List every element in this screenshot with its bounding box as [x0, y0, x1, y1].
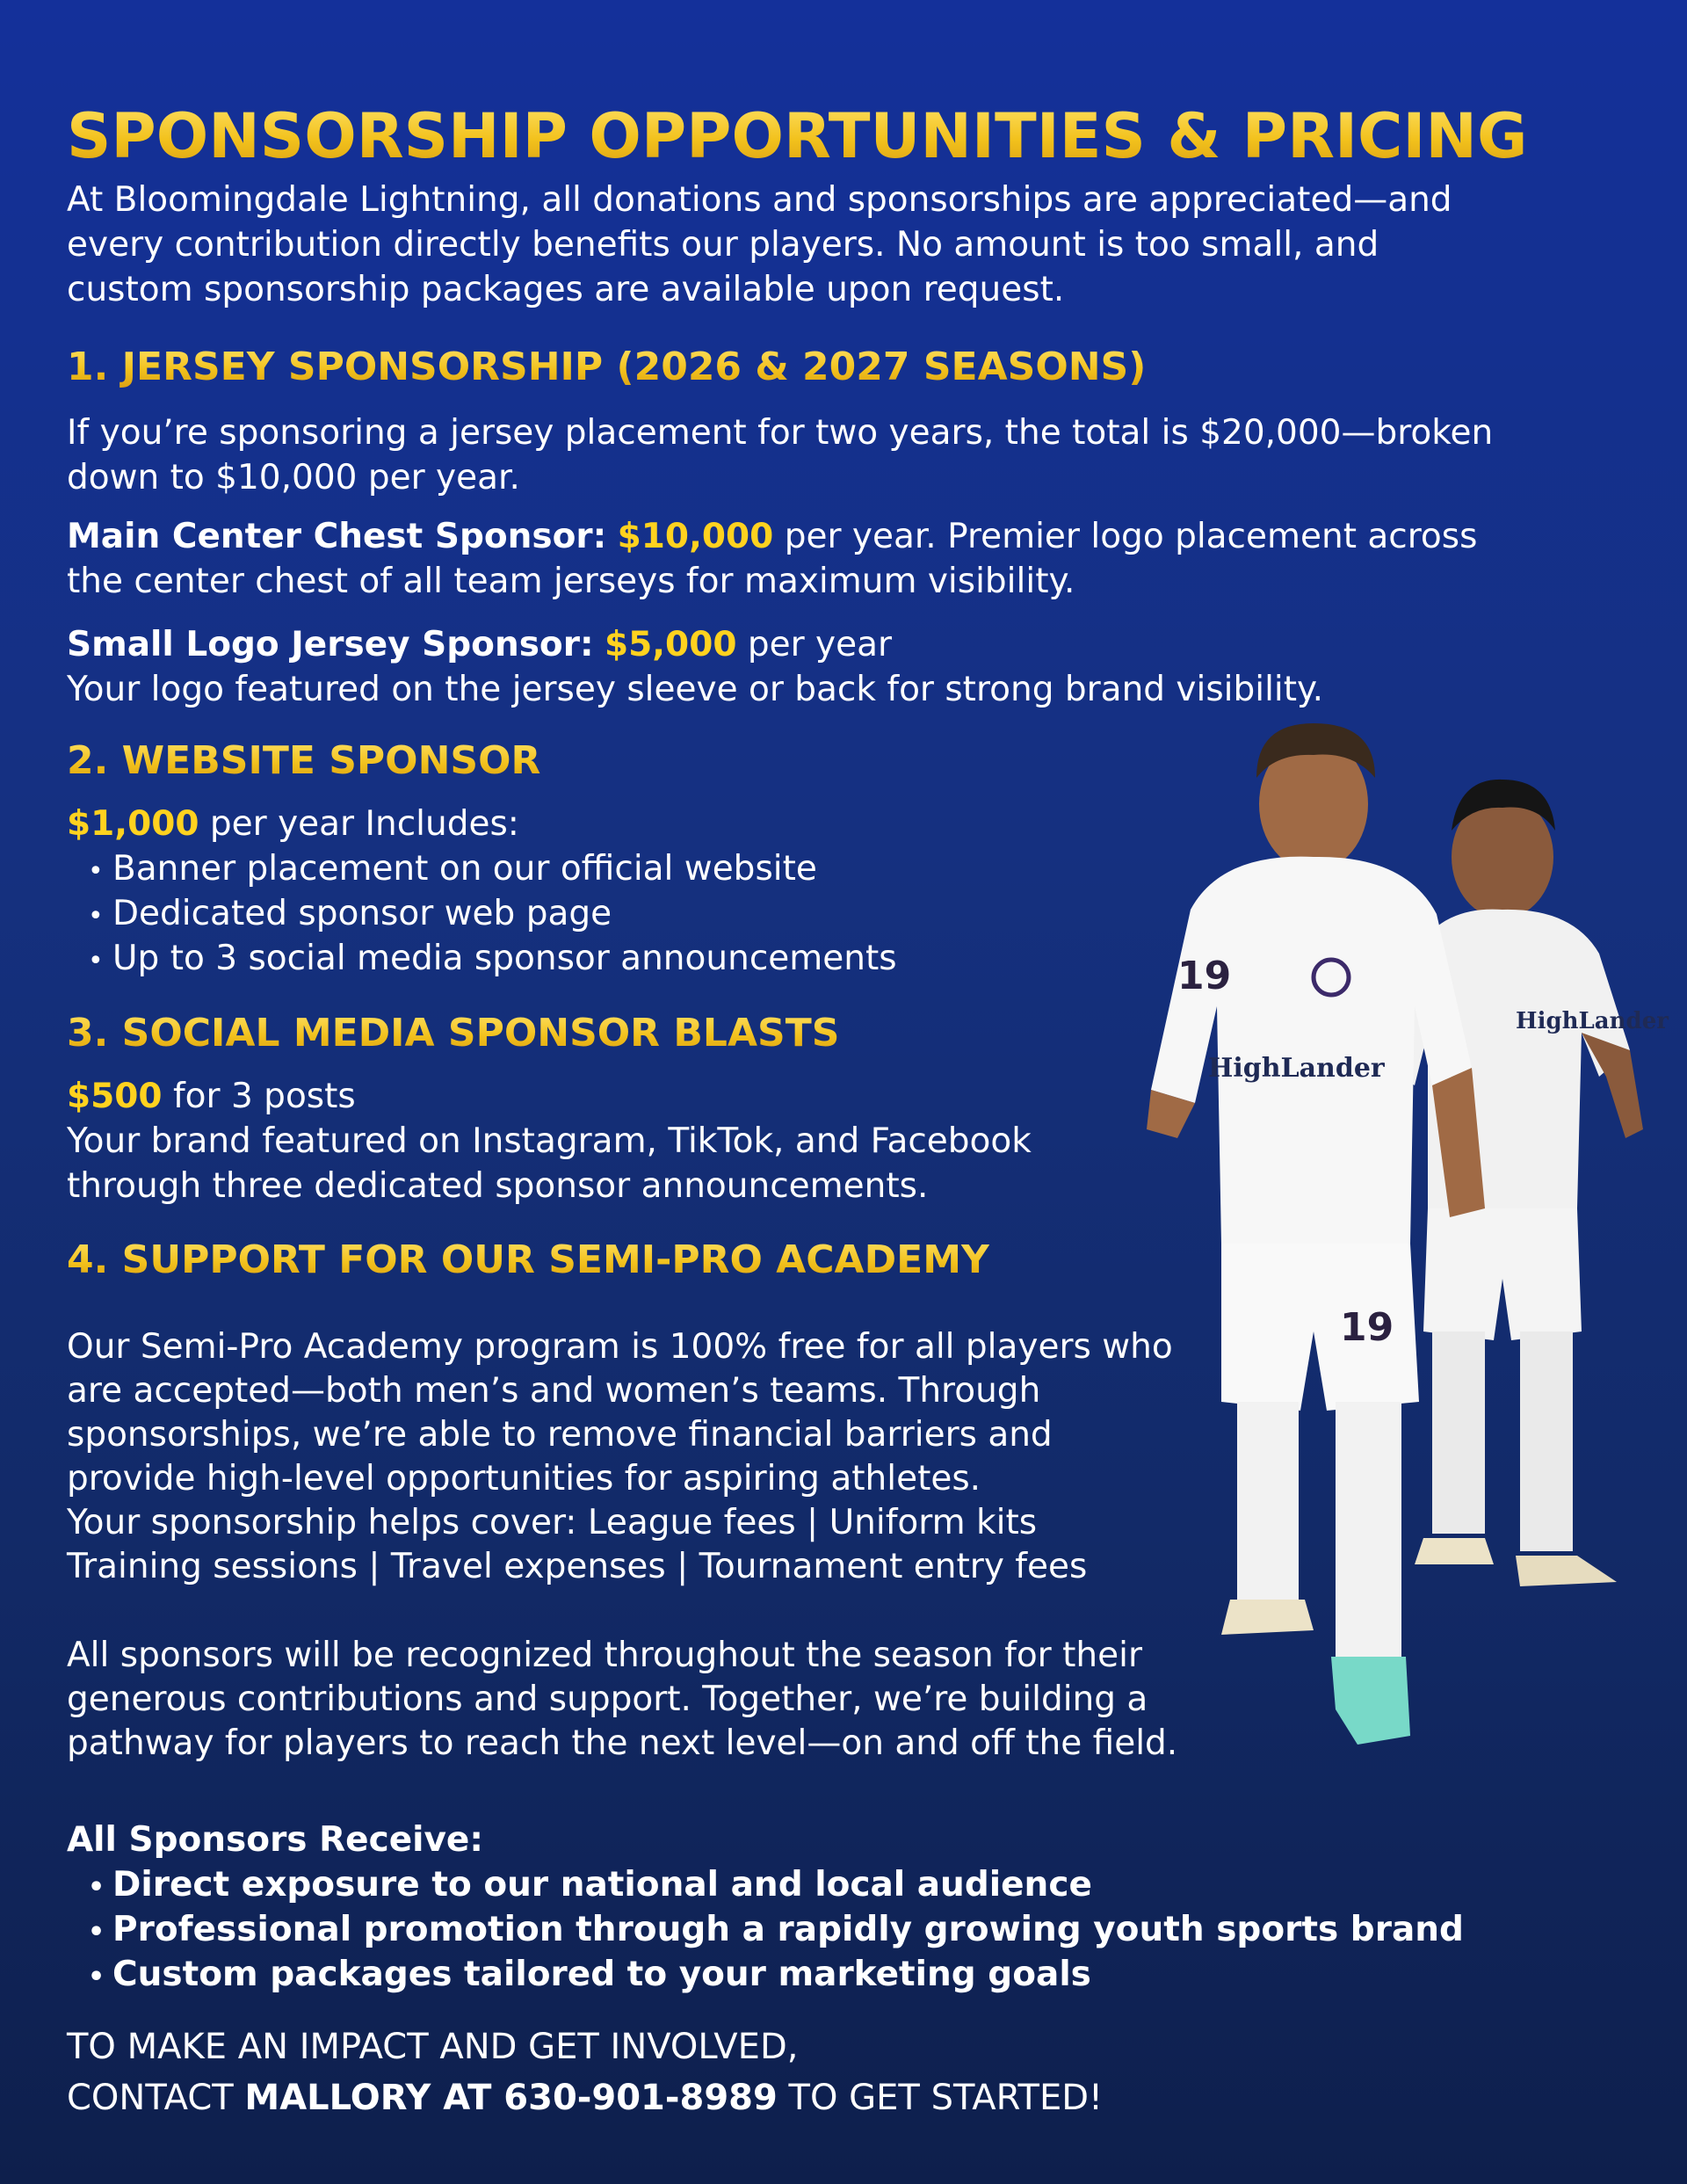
recognition-line: pathway for players to reach the next level—on and off the field. [67, 1723, 1178, 1763]
section-heading-social: 3. SOCIAL MEDIA SPONSOR BLASTS [67, 1009, 839, 1058]
section-heading-website: 2. WEBSITE SPONSOR [67, 736, 540, 786]
intro-line: custom sponsorship packages are available upon request. [67, 270, 1065, 309]
main-chest-desc: per year. Premier logo placement across [784, 517, 1478, 556]
small-logo-price: $5,000 [604, 625, 737, 664]
social-price-line [67, 1074, 356, 1119]
small-logo-label: Small Logo Jersey Sponsor: [67, 625, 594, 664]
back-jersey-sponsor: HighLander [1516, 1008, 1669, 1034]
intro-line: every contribution directly benefits our players. No amount is too small, and [67, 225, 1379, 265]
cta-contact-prefix: CONTACT [67, 2078, 234, 2118]
front-jersey-number: 19 [1177, 954, 1232, 998]
website-bullet: • Banner placement on our official website [88, 846, 817, 894]
jersey-text-line: down to $10,000 per year. [67, 458, 520, 497]
players-photo [1125, 716, 1669, 1753]
website-price: $1,000 [67, 804, 199, 844]
website-bullet: • Up to 3 social media sponsor announcements [88, 936, 897, 983]
cta-line: TO MAKE AN IMPACT AND GET INVOLVED, [67, 2027, 799, 2067]
academy-line: sponsorships, we’re able to remove financial barriers and [67, 1415, 1053, 1455]
website-includes: per year Includes: [209, 804, 519, 844]
academy-line: Your sponsorship helps cover: League fees | Uniform kits [67, 1503, 1038, 1542]
all-sponsors-bullet: • Professional promotion through a rapidly growing youth sports brand [88, 1907, 1464, 1955]
page-title: SPONSORSHIP OPPORTUNITIES & PRICING [67, 97, 1527, 176]
recognition-line: All sponsors will be recognized throughout the season for their [67, 1636, 1142, 1675]
small-logo-desc: per year [747, 625, 893, 664]
main-chest-sponsor [67, 514, 1477, 559]
cta-contact-suffix: TO GET STARTED! [788, 2078, 1104, 2118]
academy-line: provide high-level opportunities for aspiring athletes. [67, 1459, 981, 1498]
academy-line: Training sessions | Travel expenses | Tournament entry fees [67, 1547, 1088, 1586]
small-logo-sponsor [67, 622, 892, 667]
academy-line: are accepted—both men’s and women’s teams. Through [67, 1371, 1041, 1411]
website-price-line [67, 802, 519, 846]
social-posts: for 3 posts [172, 1077, 356, 1116]
website-bullet: • Dedicated sponsor web page [88, 891, 612, 939]
all-sponsors-bullet: • Custom packages tailored to your marketing goals [88, 1952, 1091, 1999]
contact-name-phone[interactable]: MALLORY AT 630-901-8989 [244, 2078, 778, 2118]
front-jersey-sponsor: HighLander [1208, 1053, 1385, 1084]
main-chest-price: $10,000 [617, 517, 774, 556]
cta-contact-line [67, 2076, 1103, 2121]
intro-line: At Bloomingdale Lightning, all donations and sponsorships are appreciated—and [67, 180, 1452, 220]
section-heading-jersey: 1. JERSEY SPONSORSHIP (2026 & 2027 SEASONS) [67, 343, 1146, 392]
shorts-number: 19 [1340, 1305, 1394, 1350]
small-logo-desc-line2: Your logo featured on the jersey sleeve or back for strong brand visibility. [67, 670, 1323, 709]
main-chest-desc-line2: the center chest of all team jerseys for maximum visibility. [67, 562, 1075, 601]
academy-line: Our Semi-Pro Academy program is 100% free for all players who [67, 1327, 1173, 1367]
back-player [1388, 780, 1669, 1586]
all-sponsors-heading: All Sponsors Receive: [67, 1820, 483, 1860]
all-sponsors-bullet: • Direct exposure to our national and local audience [88, 1862, 1092, 1910]
social-price: $500 [67, 1077, 163, 1116]
social-desc-line: Your brand featured on Instagram, TikTok, and Facebook [67, 1121, 1032, 1161]
social-desc-line: through three dedicated sponsor announcements. [67, 1166, 929, 1206]
jersey-text-line: If you’re sponsoring a jersey placement for two years, the total is $20,000—broken [67, 413, 1494, 453]
recognition-line: generous contributions and support. Together, we’re building a [67, 1680, 1148, 1719]
main-chest-label: Main Center Chest Sponsor: [67, 517, 607, 556]
section-heading-academy: 4. SUPPORT FOR OUR SEMI-PRO ACADEMY [67, 1236, 989, 1285]
